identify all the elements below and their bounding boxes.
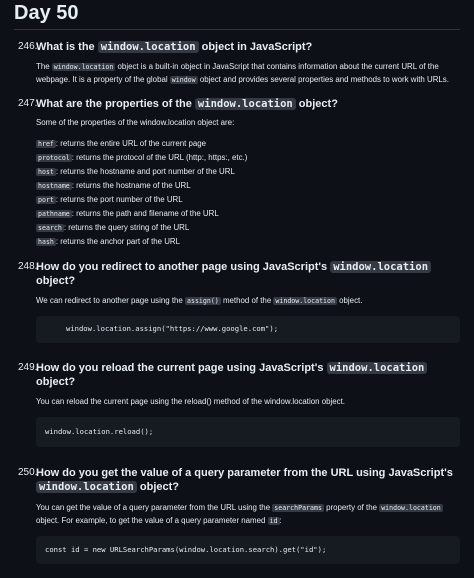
list-item: pathname : returns the path and filename of the URL — [38, 209, 219, 219]
list-item: protocol : returns the protocol of the URL (http:, https:, etc.) — [38, 152, 248, 162]
question-number: 246. — [18, 41, 38, 52]
question-number: 249. — [18, 362, 38, 374]
inline-code: window — [171, 75, 196, 84]
title-divider — [14, 29, 460, 30]
question-item — [14, 466, 460, 564]
inline-code: href — [38, 139, 54, 148]
question-number: 248. — [18, 261, 38, 273]
list-item: search : returns the query string of the URL — [38, 223, 190, 233]
inline-code: protocol — [38, 153, 70, 162]
question-list — [14, 40, 460, 564]
property-list — [36, 137, 460, 250]
code-block: window.location.assign("https://www.google.com"); — [36, 316, 460, 343]
question-number: 247. — [18, 97, 38, 109]
question-item — [14, 361, 460, 447]
answer-paragraph: You can reload the current page using the reload() method of the window.location object. — [36, 397, 345, 407]
inline-code: window.location — [98, 41, 199, 53]
inline-code: window.location — [327, 362, 428, 374]
question-heading: How do you reload the current page using JavaScript's window.location object? — [36, 361, 460, 389]
code-block: const id = new URLSearchParams(window.location.search).get("id"); — [36, 536, 460, 564]
question-heading: What are the properties of the window.location object? — [36, 97, 338, 110]
question-item — [14, 260, 460, 343]
page-title: Day 50 — [14, 2, 79, 24]
inline-code: window.location — [195, 98, 296, 110]
question-item — [14, 97, 460, 250]
answer-paragraph: The window.location object is a built-in object in JavaScript that contains information about the current URL of the webpage. It is a property of the global window object and provides several properties and methods to work with URLs. — [36, 62, 449, 84]
list-item: href : returns the entire URL of the current page — [38, 138, 207, 148]
question-heading: How do you redirect to another page using JavaScript's window.location object? — [36, 260, 460, 288]
inline-code: host — [38, 167, 54, 176]
list-item: hostname : returns the hostname of the URL — [38, 181, 191, 190]
list-item: port : returns the port number of the URL — [38, 195, 183, 205]
inline-code: id — [269, 517, 278, 526]
inline-code: window.location — [381, 504, 441, 513]
inline-code: window.location — [53, 63, 114, 71]
inline-code: window.location — [36, 481, 137, 493]
question-heading: How do you get the value of a query parameter from the URL using JavaScript's window.location object? — [36, 467, 453, 494]
inline-code: hostname — [38, 182, 70, 190]
inline-code: pathname — [38, 210, 70, 219]
list-item: host : returns the hostname and port number of the URL — [38, 166, 235, 176]
answer-paragraph: We can redirect to another page using the assign() method of the window.location object. — [36, 296, 363, 306]
inline-code: search — [38, 224, 62, 233]
answer-paragraph: Some of the properties of the window.location object are: — [36, 117, 235, 127]
list-item: hash : returns the anchor part of the URL — [38, 237, 181, 247]
inline-code: window.location — [275, 297, 335, 306]
question-item — [14, 40, 460, 87]
inline-code: window.location — [330, 261, 431, 273]
code-block: window.location.reload(); — [36, 417, 460, 447]
inline-code: port — [38, 196, 54, 205]
inline-code: searchParams — [274, 504, 322, 513]
question-heading: What is the window.location object in JavaScript? — [36, 41, 313, 53]
inline-code: assign() — [187, 297, 219, 306]
question-number: 250. — [18, 467, 38, 479]
inline-code: hash — [38, 238, 54, 247]
answer-paragraph: You can get the value of a query parameter from the URL using the searchParams property of the window.location object. For example, to get the value of a query parameter named id : — [36, 503, 441, 526]
